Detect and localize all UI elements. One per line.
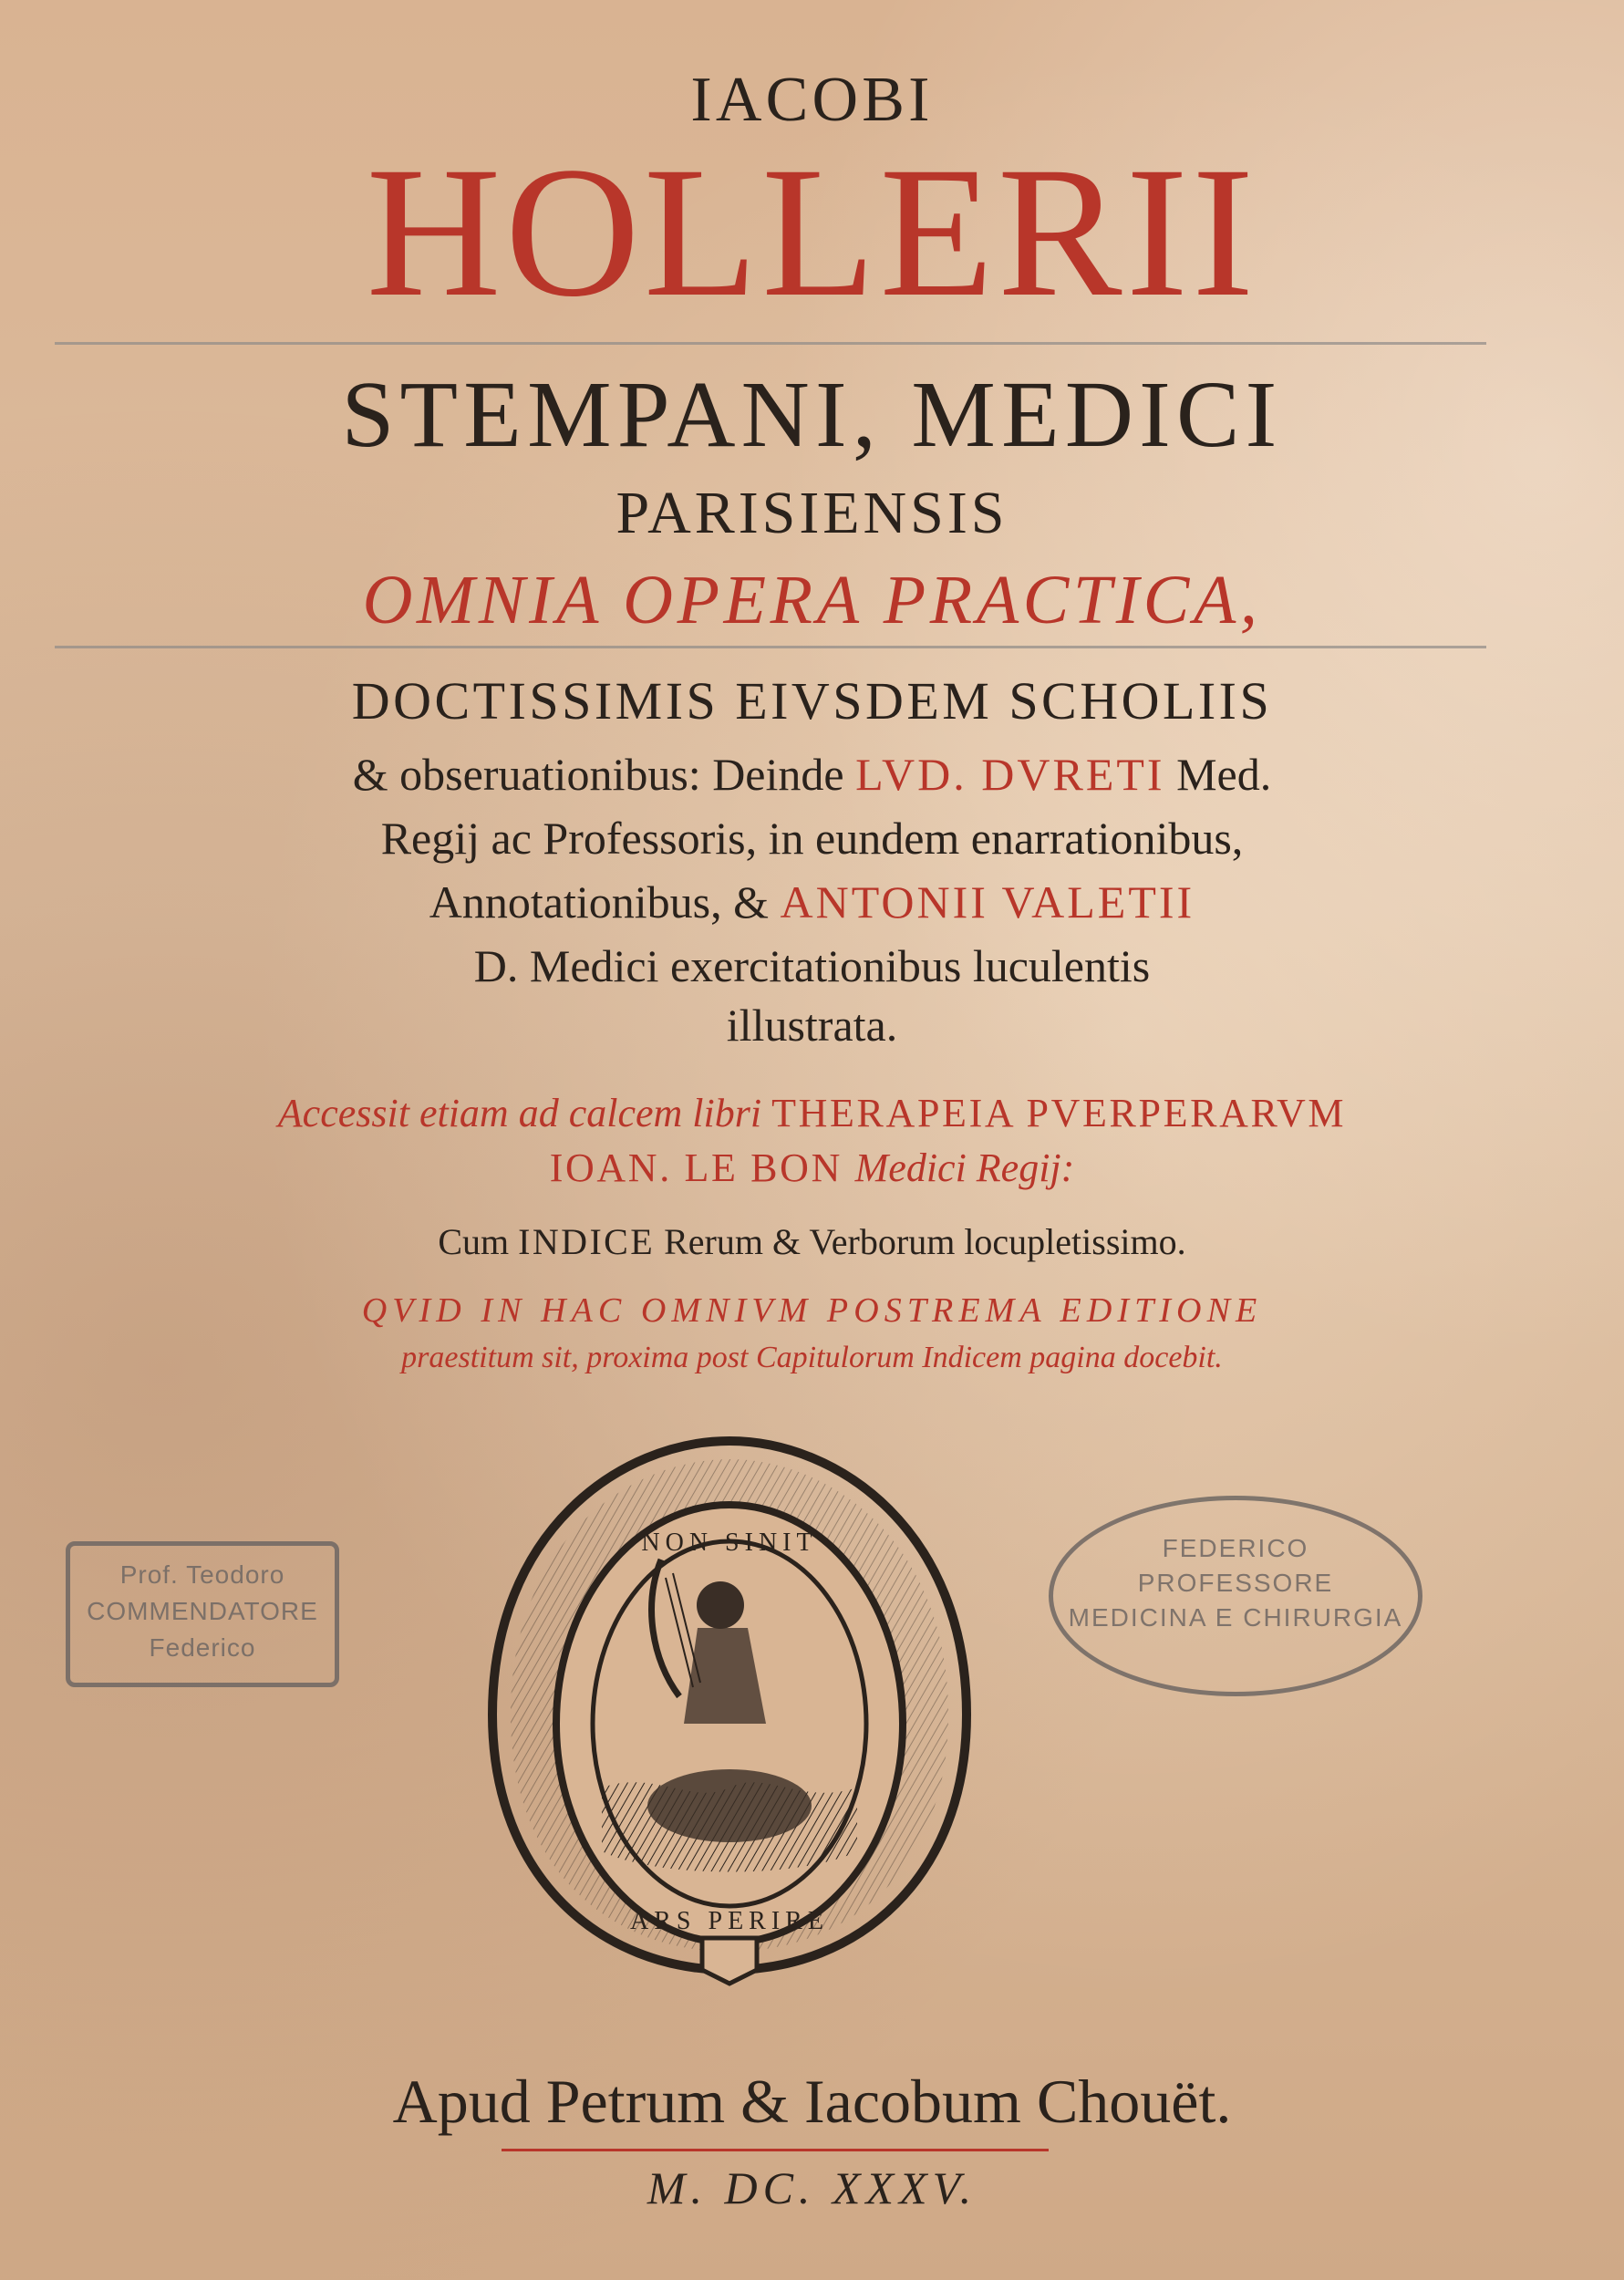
subtitle-line-2: & obseruationibus: Deinde LVD. DVRETI Med.	[352, 749, 1272, 800]
imprint: Apud Petrum & Iacobum Chouët.	[392, 2067, 1232, 2136]
appendix-title: THERAPEIA PVERPERARVM	[771, 1091, 1347, 1135]
subtitle-line-3: Regij ac Professoris, in eundem enarrationibus,	[380, 813, 1244, 864]
ruled-line	[55, 646, 1486, 648]
commentator-name: LVD. DVRETI	[855, 749, 1165, 800]
subtitle-line-6: illustrata.	[726, 1000, 898, 1051]
emblem-motto-bottom: ARS PERIRE	[630, 1907, 829, 1935]
appendix-line-1: Accessit etiam ad calcem libri THERAPEIA PVERPERARVM	[277, 1091, 1347, 1135]
subtitle-line-1: DOCTISSIMIS EIVSDEM SCHOLIIS	[351, 671, 1273, 731]
red-rule	[502, 2149, 1049, 2151]
edition-note-line-1: QVID IN HAC OMNIVM POSTREMA EDITIONE	[361, 1291, 1263, 1330]
author-title: STEMPANI, MEDICI	[341, 362, 1283, 467]
printers-device-emblem	[456, 1423, 1003, 1988]
figure-head-icon	[697, 1581, 744, 1629]
subtitle-line-5: D. Medici exercitationibus luculentis	[473, 940, 1151, 991]
subtitle-line-4: Annotationibus, & ANTONII VALETII	[429, 876, 1195, 928]
dolphin-icon	[647, 1769, 812, 1842]
ownership-stamp-right: FEDERICO PROFESSORE MEDICINA E CHIRURGIA	[1049, 1496, 1422, 1696]
author-surname: HOLLERII	[366, 129, 1258, 336]
author-city: PARISIENSIS	[615, 480, 1009, 546]
annotator-name: ANTONII VALETII	[780, 876, 1195, 928]
author-forename: IACOBI	[690, 65, 934, 135]
shield-icon	[702, 1938, 757, 1984]
publication-date: M. DC. XXXV.	[646, 2162, 978, 2213]
index-line: Cum INDICE Rerum & Verborum locupletissimo.	[438, 1221, 1186, 1262]
work-title: OMNIA OPERA PRACTICA,	[362, 562, 1262, 638]
ruled-line	[55, 342, 1486, 345]
appendix-line-2: IOAN. LE BON Medici Regij:	[549, 1145, 1075, 1190]
emblem-motto-top: NON SINIT	[641, 1529, 818, 1557]
edition-note-line-2: praestitum sit, proxima post Capitulorum Indicem pagina docebit.	[401, 1341, 1223, 1374]
ownership-stamp-left: Prof. Teodoro COMMENDATORE Federico	[66, 1541, 339, 1687]
